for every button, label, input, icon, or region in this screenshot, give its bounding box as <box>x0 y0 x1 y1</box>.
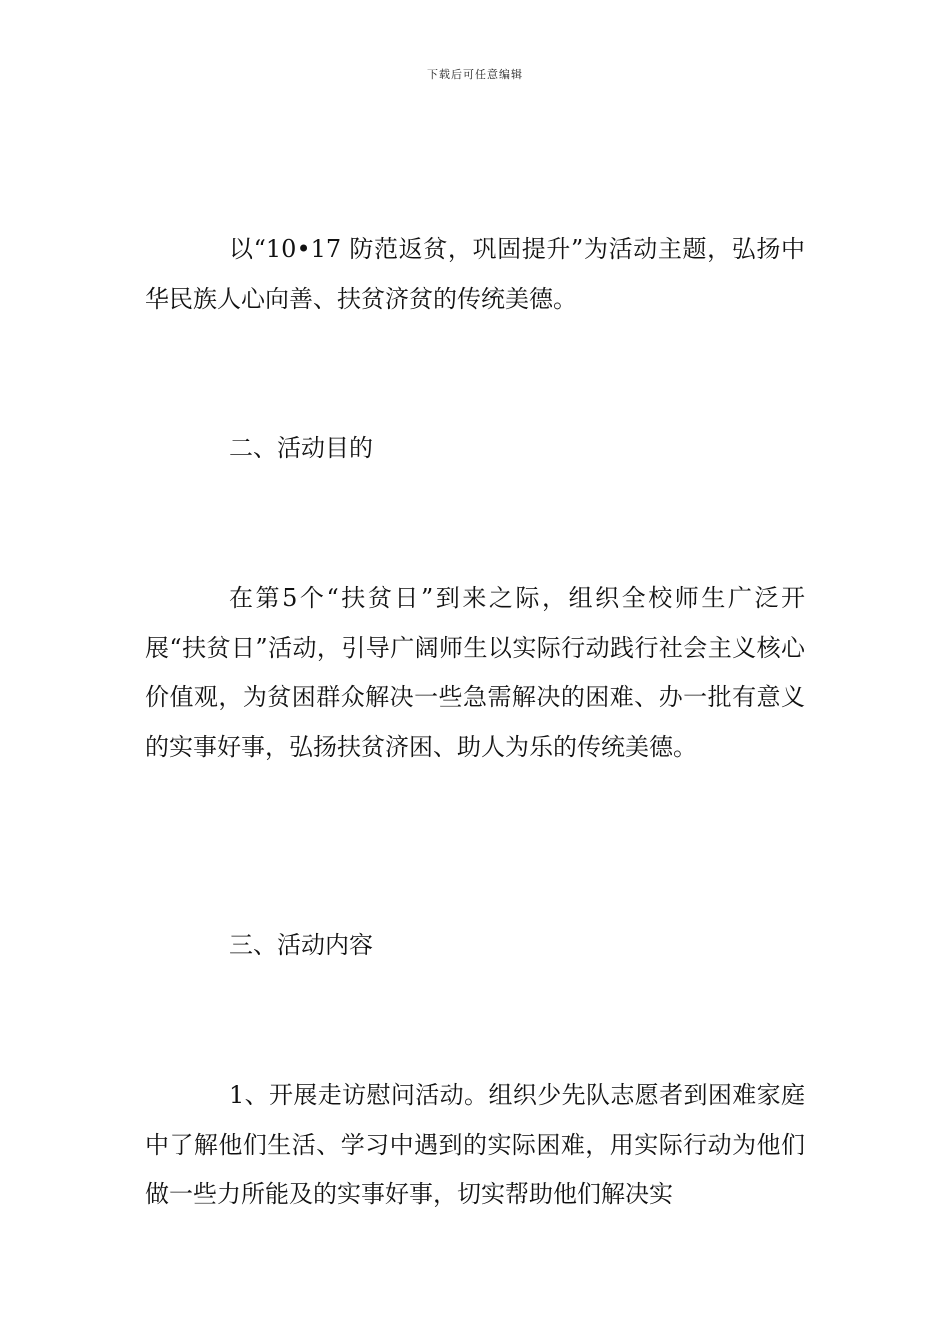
content-item-1-paragraph: 1、开展走访慰问活动。组织少先队志愿者到困难家庭中了解他们生活、学习中遇到的实际困难，用实际行动为他们做一些力所能及的实事好事，切实帮助他们解决实 <box>145 1081 805 1208</box>
section-heading-content: 三、活动内容 <box>229 931 373 959</box>
intro-paragraph: 以“10•17 防范返贫，巩固提升”为活动主题，弘扬中华民族人心向善、扶贫济贫的传统美德。 <box>145 235 805 313</box>
page-header-note: 下载后可任意编辑 <box>427 68 523 81</box>
purpose-paragraph: 在第5个“扶贫日”到来之际，组织全校师生广泛开展“扶贫日”活动，引导广阔师生以实际行动践行社会主义核心价值观，为贫困群众解决一些急需解决的困难、办一批有意义的实事好事，弘扬扶贫济困、助人为乐的传统美德。 <box>145 584 805 761</box>
section-heading-purpose: 二、活动目的 <box>229 434 373 462</box>
